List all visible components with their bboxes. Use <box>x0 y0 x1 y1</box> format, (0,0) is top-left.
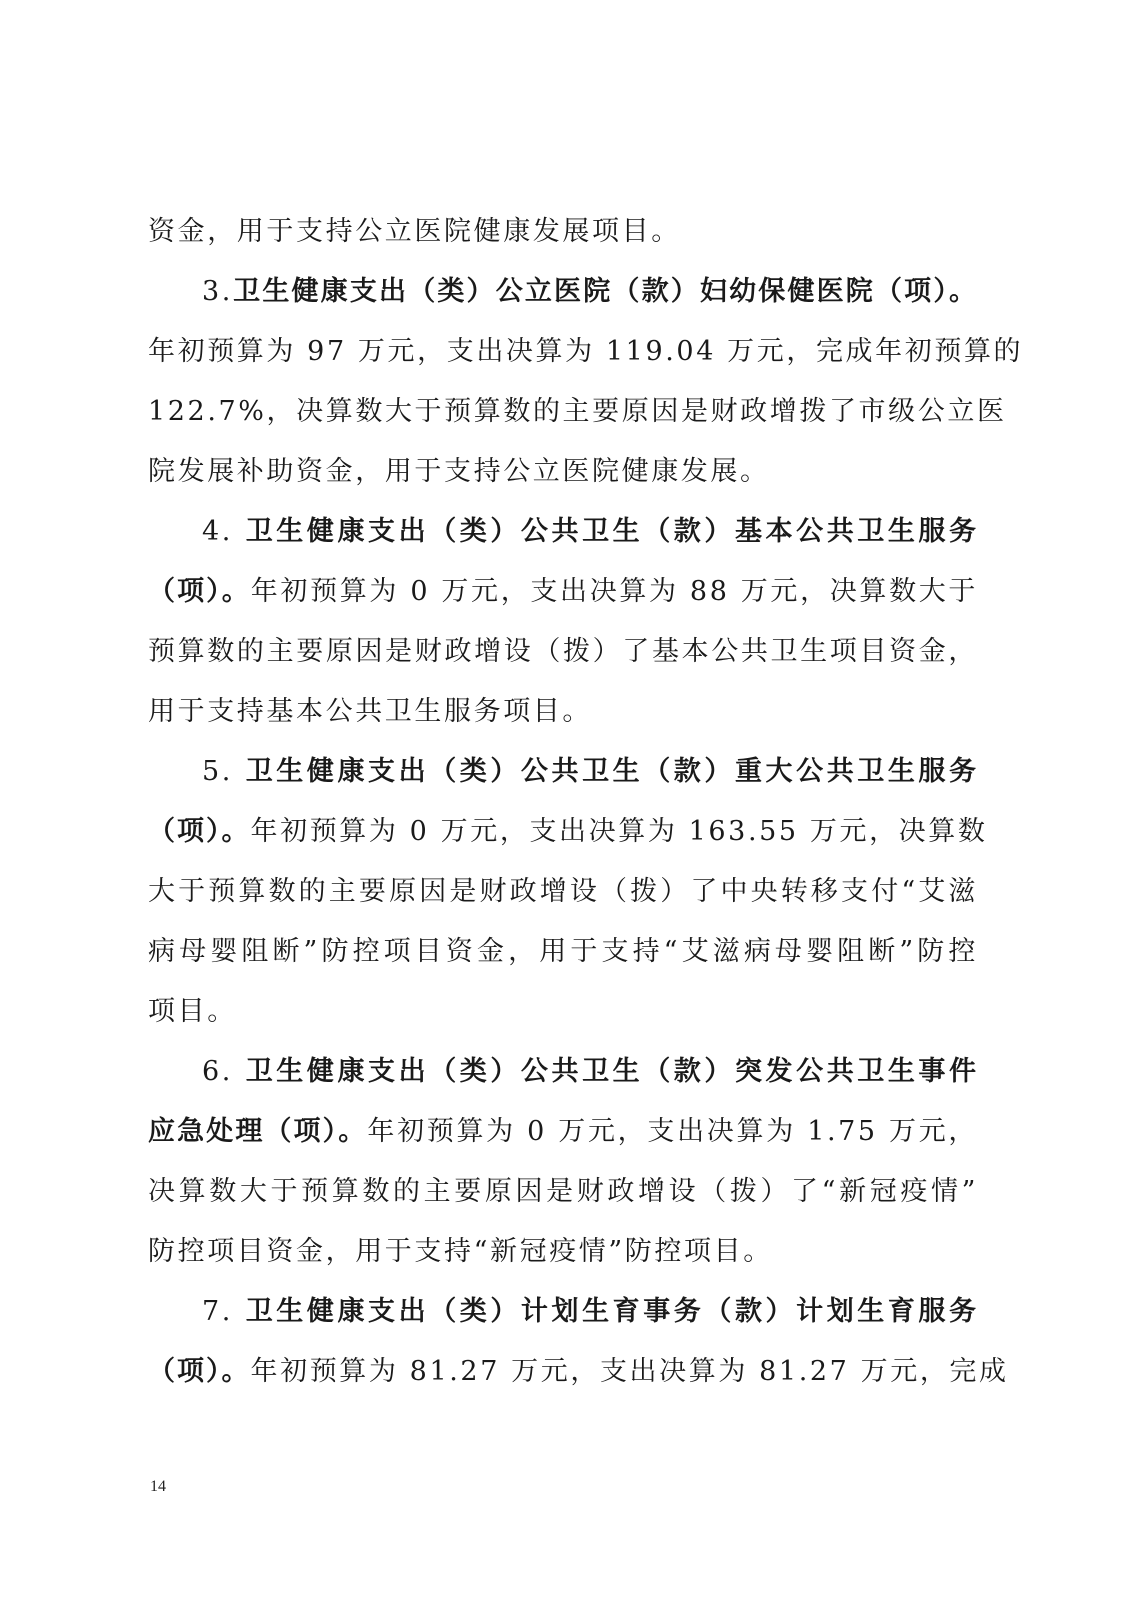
body-text: 122.7%，决算数大于预算数的主要原因是财政增拨了市级公立医 <box>148 396 1007 427</box>
body-text: 年初预算为 0 万元，支出决算为 88 万元，决算数大于 <box>250 576 978 607</box>
body-text: 年初预算为 0 万元，支出决算为 163.55 万元，决算数 <box>250 816 988 847</box>
text-line <box>202 1292 978 1332</box>
page-number: 14 <box>150 1478 166 1495</box>
text-line <box>148 1352 1009 1392</box>
text-line <box>148 1232 978 1272</box>
body-text: 5. <box>202 756 246 787</box>
bold-heading-text: （项）。 <box>148 1356 251 1387</box>
body-text: 年初预算为 97 万元，支出决算为 119.04 万元，完成年初预算的 <box>148 336 1024 367</box>
text-line <box>148 392 1007 432</box>
text-line <box>148 1172 978 1212</box>
text-line <box>148 932 978 972</box>
body-text: 项目。 <box>148 996 237 1027</box>
body-text: 病母婴阻断”防控项目资金，用于支持“艾滋病母婴阻断”防控 <box>148 936 978 967</box>
bold-heading-text: （项）。 <box>148 576 251 607</box>
body-text: 用于支持基本公共卫生服务项目。 <box>148 696 592 727</box>
text-line <box>148 992 978 1032</box>
text-line <box>148 212 978 252</box>
body-text: 预算数的主要原因是财政增设（拨）了基本公共卫生项目资金， <box>148 636 978 667</box>
text-line <box>148 632 978 672</box>
bold-heading-text: 卫生健康支出（类）计划生育事务（款）计划生育服务 <box>245 1296 979 1327</box>
body-text: 防控项目资金，用于支持“新冠疫情”防控项目。 <box>148 1236 773 1267</box>
bold-heading-text: 卫生健康支出（类）公共卫生（款）重大公共卫生服务 <box>245 756 979 787</box>
text-line <box>148 812 988 852</box>
text-line <box>148 1112 978 1152</box>
body-text: 资金，用于支持公立医院健康发展项目。 <box>148 216 681 247</box>
text-line <box>148 872 978 912</box>
text-line <box>148 332 1024 372</box>
text-line <box>148 452 978 492</box>
text-line <box>202 752 978 792</box>
bold-heading-text: 卫生健康支出（类）公立医院（款）妇幼保健医院（项）。 <box>232 276 978 307</box>
bold-heading-text: （项）。 <box>148 816 251 847</box>
bold-heading-text: 卫生健康支出（类）公共卫生（款）突发公共卫生事件 <box>245 1056 979 1087</box>
bold-heading-text: 应急处理（项）。 <box>148 1116 368 1147</box>
text-line <box>148 692 978 732</box>
body-text: 年初预算为 81.27 万元，支出决算为 81.27 万元，完成 <box>250 1356 1009 1387</box>
body-text: 决算数大于预算数的主要原因是财政增设（拨）了“新冠疫情” <box>148 1176 978 1207</box>
body-text: 4. <box>202 516 246 547</box>
body-text: 7. <box>202 1296 246 1327</box>
text-line <box>148 572 978 612</box>
text-line <box>202 1052 978 1092</box>
body-text: 年初预算为 0 万元，支出决算为 1.75 万元， <box>367 1116 979 1147</box>
body-text: 6. <box>202 1056 246 1087</box>
text-line <box>202 272 978 312</box>
body-text: 3. <box>202 276 233 307</box>
body-text: 大于预算数的主要原因是财政增设（拨）了中央转移支付“艾滋 <box>148 876 978 907</box>
bold-heading-text: 卫生健康支出（类）公共卫生（款）基本公共卫生服务 <box>245 516 979 547</box>
body-text: 院发展补助资金，用于支持公立医院健康发展。 <box>148 456 770 487</box>
text-line <box>202 512 978 552</box>
